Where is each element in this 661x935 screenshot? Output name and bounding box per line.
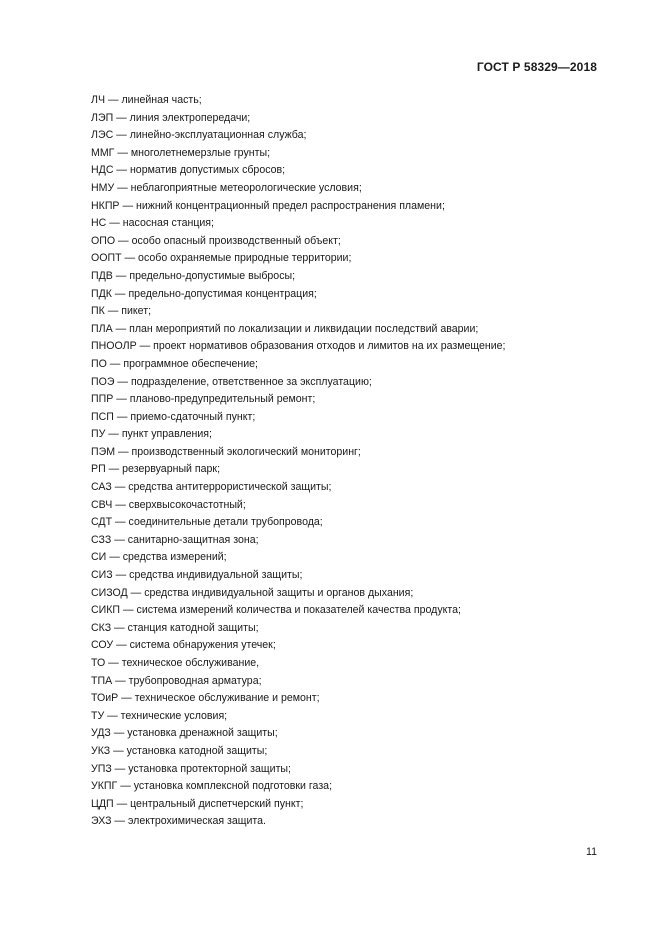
- page-number: 11: [586, 846, 597, 858]
- abbreviation-item: ТУ — технические условия;: [91, 709, 228, 722]
- abbreviation-item: СЗЗ — санитарно-защитная зона;: [91, 533, 259, 546]
- abbreviation-item: ПДК — предельно-допустимая концентрация;: [91, 287, 317, 300]
- abbreviation-item: СДТ — соединительные детали трубопровода;: [91, 516, 323, 529]
- abbreviation-item: НДС — норматив допустимых сбросов;: [91, 164, 286, 177]
- abbreviation-item: РП — резервуарный парк;: [91, 463, 221, 476]
- abbreviation-item: ПНООЛР — проект нормативов образования отходов и лимитов на их размещение;: [91, 340, 506, 353]
- abbreviation-item: САЗ — средства антитеррористической защиты;: [91, 481, 332, 494]
- abbreviation-item: ММГ — многолетнемерзлые грунты;: [91, 146, 271, 159]
- abbreviation-item: ТПА — трубопроводная арматура;: [91, 674, 262, 687]
- abbreviation-item: СИ — средства измерений;: [91, 551, 227, 564]
- abbreviation-item: НКПР — нижний концентрационный предел распространения пламени;: [91, 199, 445, 212]
- abbreviation-item: ПУ — пункт управления;: [91, 428, 212, 441]
- abbreviation-item: ЛЭП — линия электропередачи;: [91, 111, 251, 124]
- abbreviation-item: ПСП — приемо-сдаточный пункт;: [91, 410, 256, 423]
- abbreviation-item: ПК — пикет;: [91, 305, 152, 318]
- abbreviation-item: СКЗ — станция катодной защиты;: [91, 621, 259, 634]
- abbreviation-item: СВЧ — сверхвысокочастотный;: [91, 498, 246, 511]
- abbreviation-item: ОПО — особо опасный производственный объект;: [91, 234, 341, 247]
- abbreviation-item: ТО — техническое обслуживание,: [91, 657, 260, 669]
- abbreviation-item: ПДВ — предельно-допустимые выбросы;: [91, 269, 296, 282]
- abbreviation-item: ППР — планово-предупредительный ремонт;: [91, 393, 316, 406]
- abbreviation-item: СИКП — система измерений количества и показателей качества продукта;: [91, 604, 461, 617]
- abbreviation-item: СИЗ — средства индивидуальной защиты;: [91, 569, 303, 582]
- abbreviation-item: ПЛА — план мероприятий по локализации и ликвидации последствий аварии;: [91, 322, 479, 335]
- abbreviation-item: УКЗ — установка катодной защиты;: [91, 744, 268, 757]
- abbreviation-item: ТОиР — техническое обслуживание и ремонт;: [91, 692, 320, 705]
- abbreviation-item: СОУ — система обнаружения утечек;: [91, 639, 276, 652]
- abbreviation-item: ЛЭС — линейно-эксплуатационная служба;: [91, 129, 307, 142]
- abbreviation-item: НМУ — неблагоприятные метеорологические условия;: [91, 181, 362, 194]
- abbreviation-item: ЛЧ — линейная часть;: [91, 94, 202, 106]
- abbreviation-item: НС — насосная станция;: [91, 217, 214, 230]
- abbreviation-item: УКПГ — установка комплексной подготовки газа;: [91, 780, 333, 793]
- abbreviation-list: [91, 92, 611, 831]
- document-header: ГОСТ Р 58329—2018: [476, 60, 597, 74]
- abbreviation-item: УДЗ — установка дренажной защиты;: [91, 727, 278, 740]
- abbreviation-item: ЦДП — центральный диспетчерский пункт;: [91, 797, 304, 810]
- abbreviation-item: ПОЭ — подразделение, ответственное за эксплуатацию;: [91, 375, 372, 388]
- abbreviation-item: СИЗОД — средства индивидуальной защиты и органов дыхания;: [91, 586, 414, 599]
- abbreviation-item: УПЗ — установка протекторной защиты;: [91, 762, 291, 775]
- abbreviation-item: ЭХЗ — электрохимическая защита.: [91, 815, 266, 828]
- abbreviation-item: ООПТ — особо охраняемые природные территории;: [91, 252, 352, 265]
- abbreviation-item: ПЭМ — производственный экологический мониторинг;: [91, 445, 361, 458]
- abbreviation-item: ПО — программное обеспечение;: [91, 357, 258, 370]
